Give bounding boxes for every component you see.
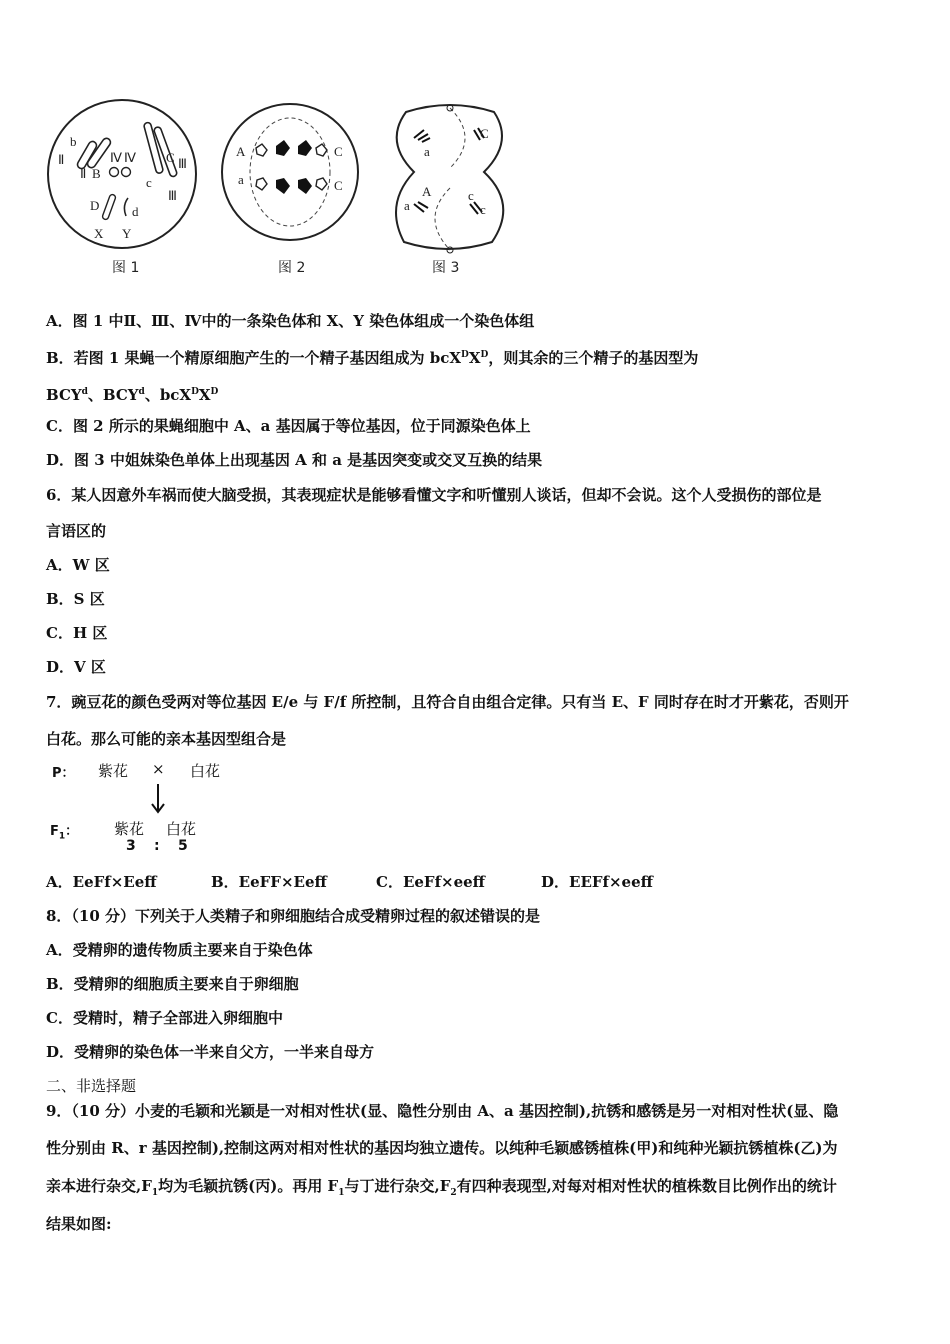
cross-f1-text: F [50, 824, 59, 839]
fig3-caption: 图 3 [432, 260, 460, 276]
fig1-label: Ⅲ [178, 156, 187, 171]
q6-option-d: D．V 区 [46, 658, 106, 676]
fig2-label: C [334, 144, 343, 159]
fig1-label: Ⅱ [58, 152, 65, 167]
cross-f1-label [50, 820, 78, 842]
fig1-label: C [166, 150, 175, 165]
q6-stem: 6．某人因意外车祸而使大脑受损，其表现症状是能够看懂文字和听懂别人谈话，但却不会说。这个人受损伤的部位是 [46, 486, 822, 504]
q6-option-b: B．S 区 [46, 590, 105, 608]
q5-b2-sup: d [81, 387, 88, 397]
fig2-label: A [236, 144, 246, 159]
q5-b-sup: D [480, 350, 489, 360]
section-heading: 二、非选择题 [46, 1077, 137, 1095]
fig2-label: C [334, 178, 343, 193]
q5-b-text: B．若图 1 果蝇一个精原细胞产生的一个精子基因组成为 bcX [46, 349, 462, 367]
q5-b2-sup: d [138, 387, 145, 397]
chromosome-figures [40, 92, 510, 282]
fig1-label: Ⅳ [124, 150, 136, 165]
q7-stem-cont: 白花。那么可能的亲本基因型组合是 [46, 730, 287, 748]
fig2-label: a [238, 172, 244, 187]
fig1-label: Ⅳ [110, 150, 122, 165]
fig1-caption: 图 1 [112, 260, 140, 276]
fig1-label: c [146, 175, 152, 190]
q9-sub: 1 [151, 1188, 159, 1198]
q5-b-text: X [468, 349, 481, 367]
q9-text: 有四种表现型,对每对相对性状的植株数目比例作出的统计 [456, 1177, 837, 1195]
fig3-label: c [468, 188, 474, 203]
q6-option-c: C．H 区 [46, 624, 108, 642]
fig3-label: C [480, 126, 489, 141]
q7-option-a: A．EeFf×Eeff [46, 873, 157, 891]
cross-child-2: 白花 [166, 820, 197, 838]
q5-b-text: ，则其余的三个精子的基因型为 [488, 349, 699, 367]
q9-line-4: 结果如图: [46, 1215, 112, 1233]
fig1-label: Ⅲ [168, 188, 177, 203]
fig3-label: A [422, 184, 432, 199]
q9-line-1: 9．（10 分）小麦的毛颖和光颖是一对相对性状(显、隐性分别由 A、a 基因控制),抗锈和感锈是另一对相对性状(显、隐 [46, 1102, 839, 1120]
q9-line-2: 性分别由 R、r 基因控制),控制这两对相对性状的基因均独立遗传。以纯种毛颖感锈植株(甲)和纯种光颖抗锈植株(乙)为 [46, 1139, 838, 1157]
q5-b2-text: 、bcX [144, 386, 192, 404]
q8-stem: 8．（10 分）下列关于人类精子和卵细胞结合成受精卵过程的叙述错误的是 [46, 907, 541, 925]
q9-text: 均为毛颖抗锈(丙)。再用 F [158, 1177, 339, 1195]
fig1-label: X [94, 226, 104, 241]
cross-parent-1: 紫花 [98, 762, 129, 780]
q5-b2-text: 、BCY [87, 386, 139, 404]
cross-arrow-icon [150, 784, 166, 814]
cross-f1-sub: 1 [58, 831, 66, 842]
q9-sub: 1 [338, 1188, 345, 1198]
fig3-label: a [404, 198, 410, 213]
q9-text: 亲本进行杂交,F [46, 1177, 152, 1195]
cross-ratio-b: 5 [178, 838, 188, 854]
q9-sub: 2 [450, 1188, 457, 1198]
q7-option-d: D．EEFf×eeff [541, 873, 653, 891]
cross-child-1: 紫花 [114, 820, 145, 838]
q7-option-c: C．EeFf×eeff [376, 873, 485, 891]
q8-option-d: D．受精卵的染色体一半来自父方，一半来自母方 [46, 1043, 375, 1061]
q7-cross-diagram [50, 758, 270, 858]
q5-b2-text: BCY [46, 386, 82, 404]
q5-b2-sup: D [210, 387, 219, 397]
q5-option-c: C．图 2 所示的果蝇细胞中 A、a 基因属于等位基因，位于同源染色体上 [46, 417, 531, 435]
cross-f1-colon: ： [65, 824, 79, 839]
fig1-label: B [92, 166, 101, 181]
cross-p-label: P： [52, 766, 75, 781]
q5-option-d: D．图 3 中姐妹染色单体上出现基因 A 和 a 是基因突变或交叉互换的结果 [46, 451, 543, 469]
cross-ratio-a: 3 [126, 838, 136, 854]
q8-option-c: C．受精时，精子全部进入卵细胞中 [46, 1009, 283, 1027]
fig3-label: a [424, 144, 430, 159]
q8-option-b: B．受精卵的细胞质主要来自于卵细胞 [46, 975, 299, 993]
q9-line-3 [46, 1176, 837, 1203]
fig2-caption: 图 2 [278, 260, 306, 276]
q7-stem: 7．豌豆花的颜色受两对等位基因 E/e 与 F/f 所控制，且符合自由组合定律。只有当 E、F 同时存在时才开紫花，否则开 [46, 693, 849, 711]
fig1-label: b [70, 134, 77, 149]
figure-2 [222, 104, 358, 276]
q5-b2-sup: D [191, 387, 199, 397]
q7-option-b: B．EeFF×Eeff [211, 873, 327, 891]
q6-stem-cont: 言语区的 [46, 522, 107, 540]
fig1-label: Y [122, 226, 132, 241]
q8-option-a: A．受精卵的遗传物质主要来自于染色体 [46, 941, 313, 959]
cross-times: × [152, 760, 165, 778]
fig1-label: D [90, 198, 100, 213]
q9-text: 与丁进行杂交,F [344, 1177, 451, 1195]
cross-parent-2: 白花 [190, 762, 221, 780]
q5-option-b [46, 345, 698, 368]
q5-option-a: A．图 1 中Ⅱ、Ⅲ、Ⅳ中的一条染色体和 X、Y 染色体组成一个染色体组 [46, 312, 535, 330]
q5-b2-text: X [198, 386, 211, 404]
fig1-label: d [132, 204, 139, 219]
q5-b-sup: D [461, 350, 469, 360]
q7-options [46, 872, 653, 892]
q5-option-b-genotypes [46, 382, 218, 405]
q6-option-a: A．W 区 [46, 556, 110, 574]
cross-ratio-colon: : [154, 838, 160, 854]
figure-3 [396, 105, 503, 276]
figure-1 [48, 100, 196, 276]
fig1-label: Ⅱ [80, 166, 87, 181]
fig3-label: c [480, 202, 486, 217]
